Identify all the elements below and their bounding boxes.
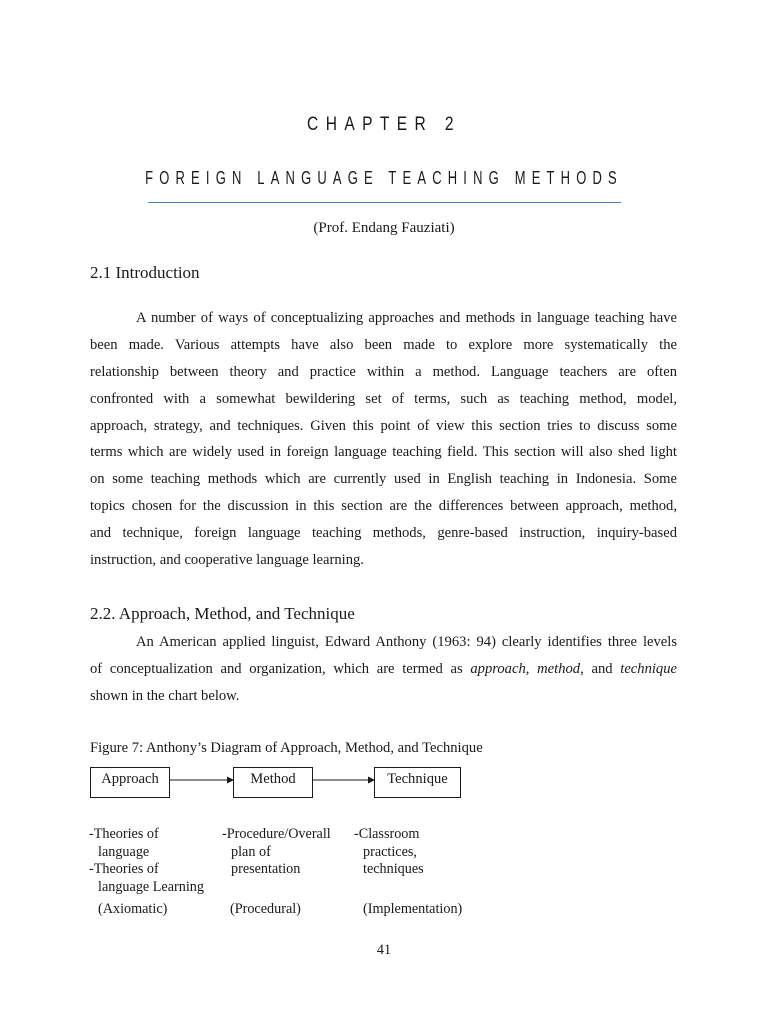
technique-details	[354, 826, 464, 879]
list-item	[222, 826, 352, 879]
author-line: (Prof. Endang Fauziati)	[313, 220, 455, 236]
list-item-text: language	[98, 843, 150, 860]
label-axiomatic: (Axiomatic)	[98, 901, 168, 917]
chapter-label: CHAPTER 2	[307, 114, 461, 135]
paragraph-line: on some teaching methods which are currently used in English teaching in Indonesia. Some	[90, 471, 677, 488]
section-heading-introduction: 2.1 Introduction	[90, 263, 200, 282]
list-item-text: plan of	[231, 843, 271, 860]
list-item-text: presentation	[231, 861, 301, 878]
arrow-approach-to-method	[170, 776, 234, 784]
paragraph-line: approach, strategy, and techniques. Given this point of view this section tries to discuss some	[90, 417, 677, 434]
list-item-text: Classroom	[358, 826, 420, 842]
term-method: method	[537, 660, 581, 677]
separator: ,	[525, 660, 538, 677]
figure-caption: Figure 7: Anthony’s Diagram of Approach, Method, and Technique	[90, 740, 483, 756]
paragraph-line	[90, 656, 677, 683]
paragraph-line: A number of ways of conceptualizing approaches and methods in language teaching have	[136, 310, 677, 326]
arrow-method-to-technique	[313, 776, 375, 784]
list-item-text: practices,	[363, 843, 417, 860]
approach-paragraph	[90, 629, 677, 710]
paragraph-line: shown in the chart below.	[90, 687, 240, 704]
section-heading-approach-method-technique: 2.2. Approach, Method, and Technique	[90, 604, 355, 623]
separator: , and	[580, 660, 621, 677]
page-number: 41	[376, 942, 392, 958]
method-details	[222, 826, 352, 879]
bullet: -	[89, 861, 94, 878]
term-approach: approach	[470, 660, 526, 677]
diagram-box-method: Method	[233, 767, 313, 798]
list-item	[354, 826, 464, 879]
term-technique: technique	[620, 660, 677, 677]
list-item	[89, 826, 219, 861]
paragraph-line: been made. Various attempts have also been made to explore more systematically the	[90, 336, 677, 353]
diagram-box-approach: Approach	[90, 767, 170, 798]
list-item-text: Procedure/Overall	[226, 826, 331, 842]
paragraph-line: confronted with a somewhat bewildering set of terms, such as teaching method, model,	[90, 390, 677, 407]
paragraph-line: An American applied linguist, Edward Anthony (1963: 94) clearly identifies three levels	[136, 634, 677, 650]
bullet: -	[354, 826, 359, 842]
title-underline-rule	[148, 202, 621, 203]
list-item	[89, 861, 219, 896]
label-implementation: (Implementation)	[363, 901, 463, 917]
chapter-title: FOREIGN LANGUAGE TEACHING METHODS	[145, 168, 623, 188]
list-item-text: language Learning	[98, 879, 204, 896]
paragraph-line: and technique, foreign language teaching methods, genre-based instruction, inquiry-based	[90, 525, 677, 542]
paragraph-line: topics chosen for the discussion in this section are the differences between approach, method,	[90, 498, 677, 515]
paragraph-text: of conceptualization and organization, which are termed as	[90, 660, 471, 677]
introduction-paragraph	[90, 305, 677, 574]
paragraph-line: instruction, and cooperative language learning.	[90, 552, 364, 569]
paragraph-line: terms which are widely used in foreign language teaching field. This section will also shed light	[90, 444, 677, 461]
label-procedural: (Procedural)	[230, 901, 301, 917]
approach-details	[89, 826, 219, 897]
list-item-text: techniques	[363, 861, 424, 878]
bullet: -	[222, 826, 227, 842]
diagram-box-technique: Technique	[374, 767, 461, 798]
bullet: -	[89, 826, 94, 842]
list-item-text: Theories of	[93, 861, 159, 878]
paragraph-line: relationship between theory and practice within a method. Language teachers are often	[90, 363, 677, 380]
list-item-text: Theories of	[93, 826, 159, 842]
